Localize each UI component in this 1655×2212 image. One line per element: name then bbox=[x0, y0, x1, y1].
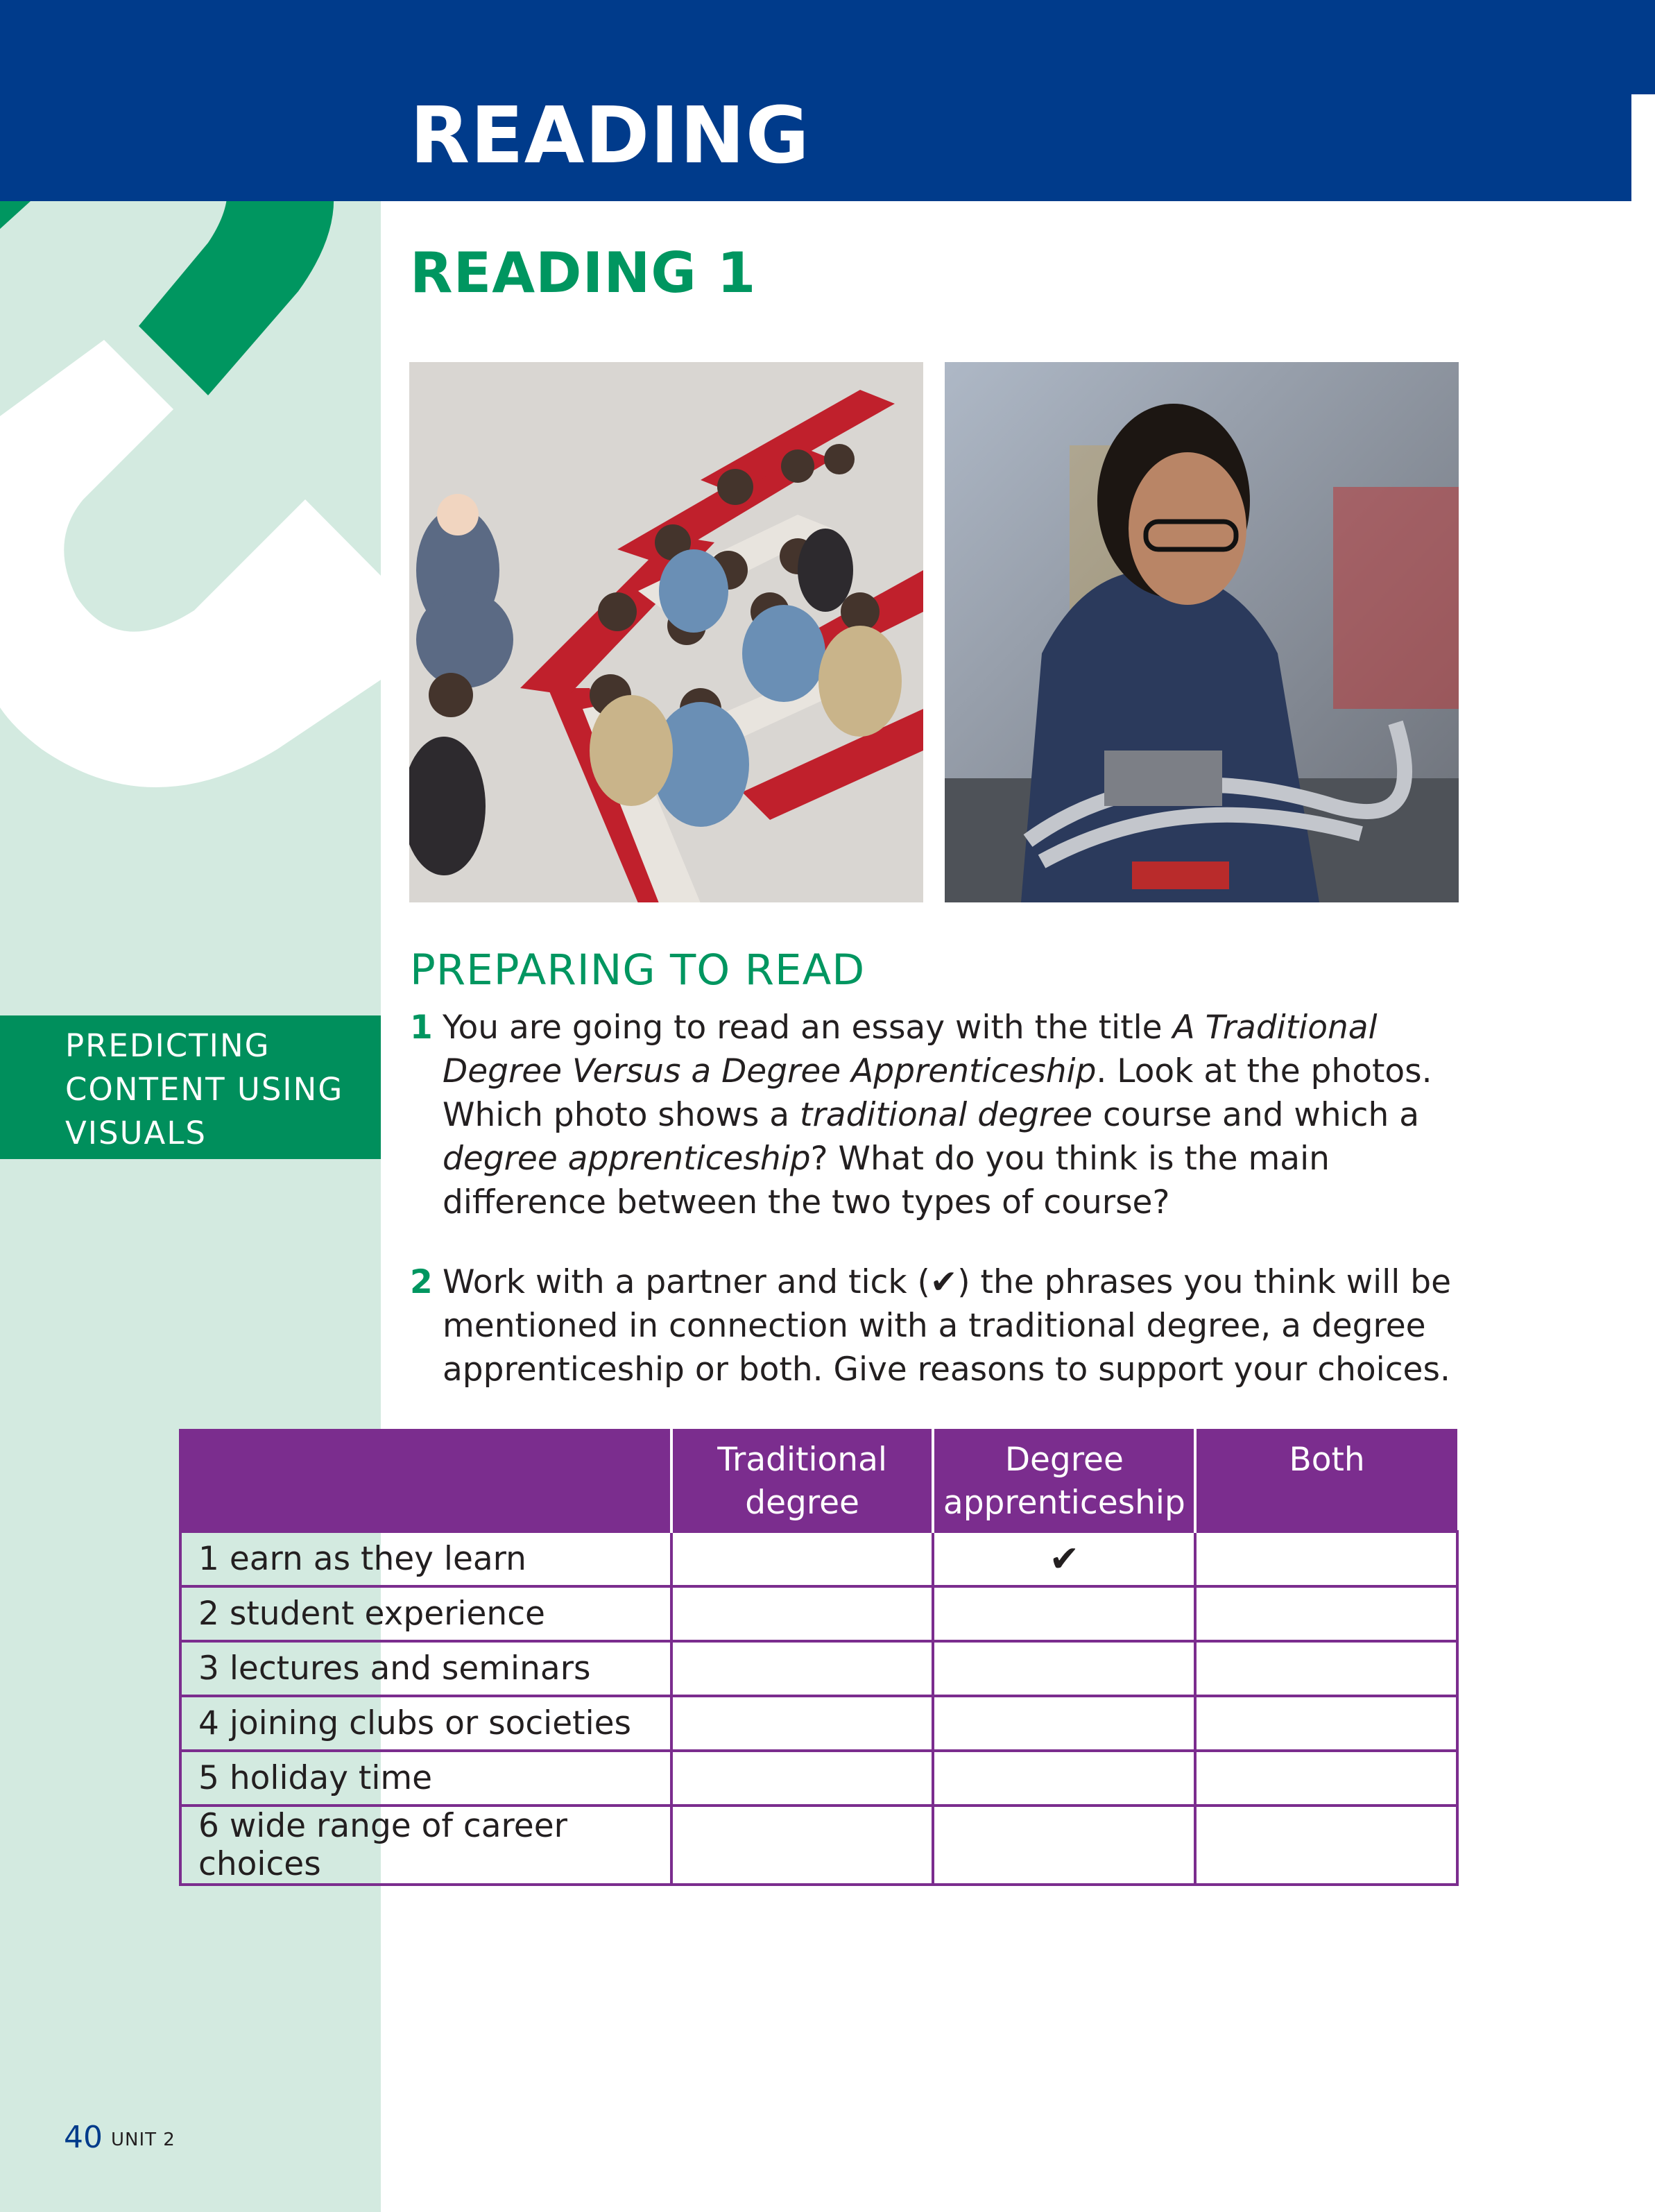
header-edge-line bbox=[1631, 94, 1633, 201]
phrase-cell: 5 holiday time bbox=[180, 1751, 671, 1806]
workshop-apprentice-photo bbox=[945, 362, 1459, 902]
question-2-number: 2 bbox=[410, 1263, 433, 1301]
page-number: 40 bbox=[64, 2120, 103, 2155]
skill-label: PREDICTING CONTENT USING VISUALS bbox=[65, 1027, 344, 1151]
text-segment: Work with a partner and tick (✔) the phrases you think will be mentioned in connection with a traditional degree, a degree apprenticeship or both. Give reasons to support your choices. bbox=[443, 1263, 1452, 1389]
table-row bbox=[180, 1806, 1457, 1885]
traditional-cell[interactable] bbox=[671, 1641, 934, 1696]
text-segment: course and which a bbox=[1092, 1096, 1420, 1134]
both-cell[interactable] bbox=[1195, 1586, 1457, 1641]
phrase-cell: 1 earn as they learn bbox=[180, 1532, 671, 1586]
apprenticeship-cell[interactable] bbox=[933, 1806, 1195, 1885]
preparing-heading: PREPARING TO READ bbox=[410, 945, 866, 995]
section-title: READING bbox=[410, 91, 810, 181]
both-cell[interactable] bbox=[1195, 1696, 1457, 1751]
header-edge bbox=[1631, 0, 1655, 94]
both-cell[interactable] bbox=[1195, 1532, 1457, 1586]
phrase-cell: 6 wide range of career choices bbox=[180, 1806, 671, 1885]
italic-phrase: A Traditional Degree Versus a Degree Apprenticeship bbox=[443, 1009, 1378, 1090]
table-row bbox=[180, 1586, 1457, 1641]
phrase-cell: 2 student experience bbox=[180, 1586, 671, 1641]
text-segment: ? What do you think is the main difference between the two types of course? bbox=[443, 1140, 1330, 1221]
table-row bbox=[180, 1696, 1457, 1751]
text-segment: . Look at the photos. Which photo shows a bbox=[443, 1052, 1432, 1134]
phrase-cell: 4 joining clubs or societies bbox=[180, 1696, 671, 1751]
both-cell[interactable] bbox=[1195, 1806, 1457, 1885]
apprenticeship-cell[interactable] bbox=[933, 1641, 1195, 1696]
table-header-row bbox=[180, 1429, 1457, 1532]
traditional-cell[interactable] bbox=[671, 1586, 934, 1641]
phrase-cell: 3 lectures and seminars bbox=[180, 1641, 671, 1696]
header-band bbox=[0, 0, 1631, 201]
unit-label: UNIT 2 bbox=[111, 2129, 175, 2150]
traditional-cell[interactable] bbox=[671, 1532, 934, 1586]
apprenticeship-cell[interactable] bbox=[933, 1586, 1195, 1641]
italic-phrase: degree apprenticeship bbox=[443, 1140, 811, 1178]
table-row bbox=[180, 1641, 1457, 1696]
question-2-text bbox=[443, 1260, 1455, 1391]
italic-phrase: traditional degree bbox=[800, 1096, 1093, 1134]
table-row bbox=[180, 1751, 1457, 1806]
table-row bbox=[180, 1532, 1457, 1586]
question-1-text bbox=[443, 1006, 1455, 1224]
traditional-cell[interactable] bbox=[671, 1696, 934, 1751]
both-cell[interactable] bbox=[1195, 1751, 1457, 1806]
reading-heading: READING 1 bbox=[410, 241, 757, 305]
phrase-table bbox=[179, 1429, 1459, 1886]
apprenticeship-cell[interactable] bbox=[933, 1696, 1195, 1751]
apprenticeship-cell[interactable]: ✔ bbox=[933, 1532, 1195, 1586]
both-cell[interactable] bbox=[1195, 1641, 1457, 1696]
header-cell-blank bbox=[180, 1429, 671, 1532]
text-segment: You are going to read an essay with the title bbox=[443, 1009, 1173, 1047]
apprenticeship-cell[interactable] bbox=[933, 1751, 1195, 1806]
header-cell-traditional: Traditional degree bbox=[671, 1429, 934, 1532]
header-cell-both: Both bbox=[1195, 1429, 1457, 1532]
traditional-cell[interactable] bbox=[671, 1806, 934, 1885]
header-cell-apprenticeship: Degree apprenticeship bbox=[933, 1429, 1195, 1532]
traditional-cell[interactable] bbox=[671, 1751, 934, 1806]
question-1-number: 1 bbox=[410, 1009, 433, 1047]
lecture-hall-photo bbox=[409, 362, 923, 902]
